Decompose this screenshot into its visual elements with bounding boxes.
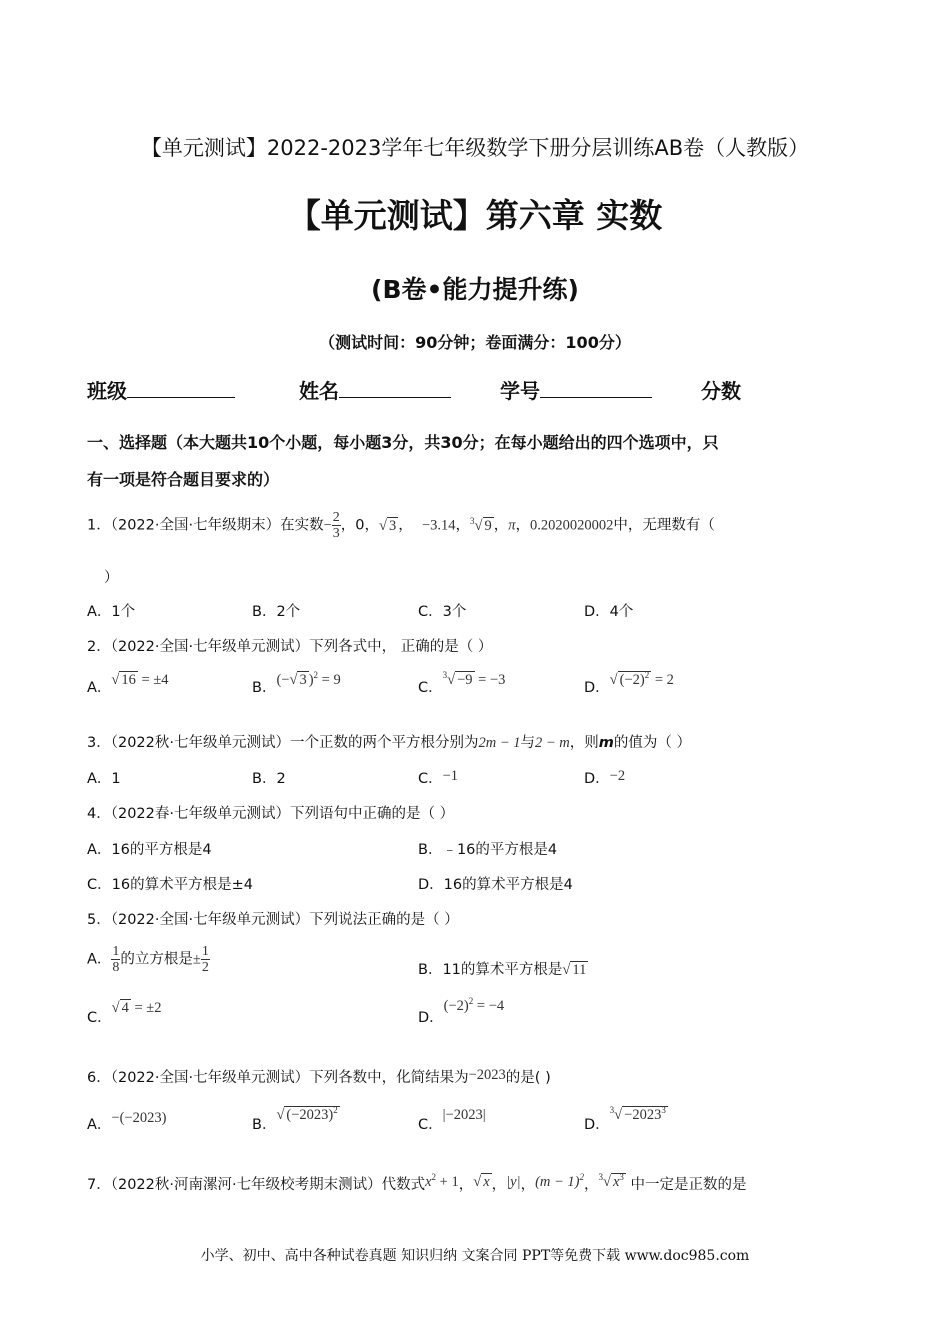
question-7 [87,1173,747,1194]
q2-d-exp: 2 [644,670,650,681]
q2-a-label: A． [87,680,112,696]
q3-number: 3． [87,735,111,751]
q5-d-math [444,998,504,1014]
q5-a-den: 8 [112,960,120,975]
q4-option-d: D．16的算术平方根是4 [418,877,573,893]
question-1 [87,510,715,541]
name-blank [339,375,451,398]
test-info: （测试时间：90分钟；卷面满分：100分） [319,333,631,352]
q1-sqrt3-rad: 3 [389,517,397,534]
q7-cbrt-index: 3 [598,1172,603,1183]
q6-d-rad: −2023 [624,1107,662,1123]
q1-neg314: −3.14 [421,517,456,534]
q6-d-label: D． [584,1117,610,1133]
q6-number: 6． [87,1070,111,1086]
section1-line2: 有一项是符合题目要求的） [87,470,280,489]
q7-text-a: （2022秋·河南漯河·七年级校考期末测试）代数式 [110,1177,426,1193]
q3-option-b: B．2 [252,771,286,787]
q7-cbrt-rad [611,1173,626,1190]
q6-d-index: 3 [609,1105,615,1116]
q2-a-rad: 16 [121,672,136,688]
q7-cbrt: $^3$√ $x^3$ [598,1172,624,1190]
q7-plus: + 1 [436,1174,459,1190]
volume-title: (B卷•能力提升练) [371,275,579,304]
q7-comma3: ， [520,1177,536,1193]
q3-d-val: −2 [609,768,626,784]
q1-comma4: ， [515,517,531,534]
q7-expr1 [425,1174,459,1190]
q5-c-rest: = ±2 [130,1000,162,1016]
q3-c-label: C． [418,771,443,787]
q2-b-rad: 3 [299,672,307,688]
q5-c-rad: 4 [121,1000,129,1016]
q7-expr-m [535,1174,584,1190]
q1-cbrt-index: 3 [470,515,475,526]
q2-option-d [584,670,674,697]
series-title: 【单元测试】2022-2023学年七年级数学下册分层训练AB卷（人教版） [140,136,810,160]
question-3 [87,731,691,752]
q2-d-radicand [618,671,652,688]
q6-text-a: （2022·全国·七年级单元测试）下列各数中，化简结果为 [110,1070,469,1086]
q2-text: （2022·全国·七年级单元测试）下列各式中， 正确的是（ ） [110,639,493,655]
q6-b-label: B． [252,1117,277,1133]
class-blank [127,375,235,398]
score-field [701,375,741,404]
q1-comma3: ， [493,517,509,534]
q7-m1-exp: 2 [579,1172,584,1183]
q7-cbrt-exp: 3 [619,1172,624,1183]
q5-a-num: 1 [112,944,120,959]
q2-b-label: B． [252,680,277,696]
q7-sqrt-x: √ x [473,1174,490,1190]
q5-text: （2022·全国·七年级单元测试）下列说法正确的是（ ） [110,912,459,928]
q5-b-rad: 11 [572,962,587,978]
q2-d-label: D． [584,680,610,696]
q2-c-rad: −9 [457,672,473,688]
q3-text-d: 的值为（ ） [613,735,691,751]
number-field [500,375,652,404]
q7-number: 7． [87,1177,111,1193]
q5-option-a [87,944,210,975]
q5-a-frac2 [201,944,210,975]
q6-option-b [252,1105,340,1134]
q4-option-b: B．﹣16的平方根是4 [418,842,558,858]
q6-c-val: |−2023| [442,1107,486,1123]
q2-option-a [87,672,169,697]
q2-b-exp: 2 [313,670,319,681]
q6-text-b: 的是( ) [505,1070,551,1086]
q6-a-val: −(−2023) [111,1110,167,1126]
q3-text-b: 与 [520,735,536,751]
q7-comma2: ， [491,1177,507,1193]
q5-d-rest: = −4 [473,998,505,1014]
class-label: 班级 [87,379,127,403]
q7-x-exp: 2 [431,1172,437,1183]
q5-d-exp: 2 [468,996,474,1007]
q3-option-c [418,767,458,788]
q3-d-label: D． [584,771,610,787]
q2-number: 2． [87,639,111,655]
q2-b-post: ) [308,672,314,688]
chapter-title: 【单元测试】第六章 实数 [287,196,663,235]
score-label: 分数 [701,379,741,403]
q5-option-b [418,958,588,979]
q6-b-exp: 2 [333,1105,338,1116]
q1-source: （2022·全国·七年级期末）在实数 [110,517,324,534]
q3-option-d [584,767,625,788]
footer-text: 小学、初中、高中各种试卷真题 知识归纳 文案合同 PPT等免费下载 www.doc985.com [200,1248,750,1264]
q7-comma4: ， [583,1177,599,1193]
question-6 [87,1066,551,1087]
q2-option-c [418,670,506,697]
q2-c-label: C． [418,680,443,696]
q6-d-math: $^3√ -2023^3$ [609,1105,666,1123]
q2-c-rest: = −3 [474,672,506,688]
q1-comma2: ， [455,517,471,534]
question-4 [87,802,454,823]
q6-option-a [87,1110,167,1134]
q2-c-index: 3 [442,670,448,681]
q5-b-text: B．11的算术平方根是 [418,962,563,978]
q3-var: m [598,735,614,751]
q1-end: 中，无理数有（ [613,517,715,534]
q1-option-d: D．4个 [584,604,634,620]
q4-option-c: C．16的算术平方根是±4 [87,877,253,893]
q5-a-text: 的立方根是 [120,951,193,968]
q1-option-b: B．2个 [252,604,301,620]
q6-d-exp: 3 [661,1105,666,1116]
q5-b-sqrt: √ 11 [562,962,587,978]
q1-close: ） [104,570,119,586]
q5-option-c [87,1000,162,1027]
q6-d-radicand [622,1106,668,1123]
q1-sqrt3: √ 3 [379,517,397,534]
q5-d-val: (−2) [443,998,469,1014]
q3-text-c: ，则 [569,735,599,751]
q2-d-rest: = 2 [651,672,674,688]
q5-a-pm: ± [192,951,201,968]
q6-b-rad: (−2023) [286,1107,334,1123]
q5-d-label: D． [418,1010,444,1026]
q1-frac-den: 3 [332,526,340,541]
q6-value: −2023 [468,1067,506,1083]
q6-a-label: A． [87,1117,112,1133]
q5-a-den2: 2 [201,960,209,975]
q3-expr2: 2 − m [535,735,570,751]
q3-c-val: −1 [442,768,459,784]
name-label: 姓名 [299,379,339,403]
q7-text-b: 中一定是正数的是 [630,1177,747,1193]
q6-option-c [418,1107,486,1134]
question-5 [87,908,459,929]
q5-a-num2: 1 [201,944,209,959]
q2-c-math: $^3$√ −9 = −3 [442,670,506,688]
q2-d-math: √ $(-2)^2 = 2$ [609,670,674,688]
name-field [299,375,451,404]
q2-a-rest: = ±4 [137,672,169,688]
q3-option-a: A．1 [87,771,121,787]
q5-a-label: A． [87,951,112,968]
q1-decimal: 0.2020020002 [530,517,614,534]
q5-c-label: C． [87,1010,112,1026]
q7-abs-y: |y| [506,1174,521,1190]
q1-frac-num: 2 [332,510,340,525]
q2-option-b [252,670,341,697]
q4-text: （2022春·七年级单元测试）下列语句中正确的是（ ） [110,806,455,822]
q7-m1: (m − 1) [535,1174,580,1190]
q1-sep: ，0， [340,517,380,534]
q2-b-math: (−√ 3 )$^2$ = 9 [276,670,341,688]
q1-number: 1． [87,517,111,534]
q1-fraction [332,510,341,541]
q2-d-rad: (−2) [619,672,645,688]
q1-minus: − [323,517,332,534]
q1-pi: π [508,517,516,534]
q2-b-rest: = 9 [318,672,341,688]
q6-b-radicand [284,1106,339,1123]
q4-number: 4． [87,806,111,822]
q5-number: 5． [87,912,111,928]
q1-comma1: ， [398,517,413,534]
question-2 [87,635,492,656]
q7-cbrt-x: x [612,1174,620,1190]
q2-a-math: √ 16 = ±4 [111,672,169,688]
class-field [87,375,235,404]
q1-option-a: A．1个 [87,604,136,620]
q5-c-math: √ 4 = ±2 [111,1000,162,1016]
section1-line1: 一、选择题（本大题共10个小题，每小题3分，共30分；在每小题给出的四个选项中，只 [87,433,719,452]
q3-text-a: （2022秋·七年级单元测试）一个正数的两个平方根分别为 [110,735,479,751]
number-blank [540,375,652,398]
q1-cbrt-rad: 9 [484,517,492,534]
q1-option-c: C．3个 [418,604,467,620]
q1-cbrt9: $^3$√ 9 [470,515,492,534]
q5-option-d [418,996,505,1027]
q4-option-a: A．16的平方根是4 [87,842,212,858]
q7-comma1: ， [458,1177,474,1193]
q2-b-pre: (− [276,672,290,688]
q3-expr1: 2m − 1 [478,735,521,751]
q7-sqrt-x-rad: x [483,1174,490,1190]
q7-x: x [425,1174,432,1190]
q6-c-label: C． [418,1117,443,1133]
q6-b-math: √ $(-2023)^2$ [276,1105,338,1123]
q6-option-d [584,1105,668,1134]
number-label: 学号 [500,379,540,403]
